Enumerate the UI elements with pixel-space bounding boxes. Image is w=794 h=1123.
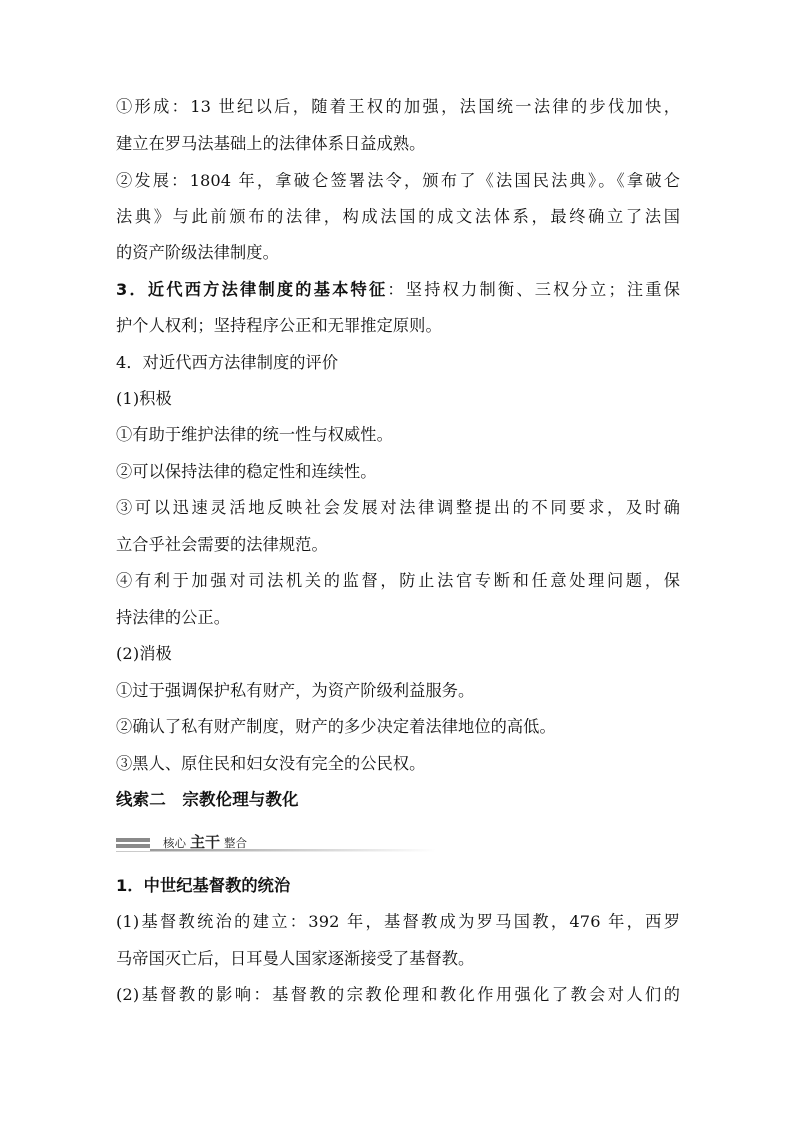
list-item: ④有利于加强对司法机关的监督，防止法官专断和任意处理问题，保 [116,571,680,590]
banner-right-text: 整合 [224,836,248,850]
list-item: ②可以保持法律的稳定性和连续性。 [116,462,377,481]
list-item: ③可以迅速灵活地反映社会发展对法律调整提出的不同要求，及时确 [116,498,680,517]
topic-heading: 1．中世纪基督教的统治 [116,876,291,895]
paragraph-line: 法典》与此前颁布的法律，构成法国的成文法体系，最终确立了法国 [116,207,680,226]
subheading-negative: (2)消极 [116,644,172,663]
feature-text: ：坚持权力制衡、三权分立；注重保 [387,280,680,299]
feature-heading-line [116,279,680,301]
evaluation-heading: 4．对近代西方法律制度的评价 [116,353,339,372]
banner-label [163,833,247,852]
paragraph-line: (1)基督教统治的建立：392 年，基督教成为罗马国教，476 年，西罗 [116,912,680,931]
list-item: ①过于强调保护私有财产，为资产阶级利益服务。 [116,681,475,700]
banner-bar [116,838,150,842]
section-title: 线索二 宗教伦理与教化 [116,790,299,809]
paragraph-line: 的资产阶级法律制度。 [116,243,279,262]
paragraph-line: 持法律的公正。 [116,608,231,627]
paragraph-line: 建立在罗马法基础上的法律体系日益成熟。 [116,134,426,153]
paragraph-line: 立合乎社会需要的法律规范。 [116,535,328,554]
core-integration-banner [116,833,436,853]
paragraph-line: 护个人权利；坚持程序公正和无罪推定原则。 [116,316,442,335]
list-item: ①有助于维护法律的统一性与权威性。 [116,425,393,444]
paragraph-line: (2)基督教的影响：基督教的宗教伦理和教化作用强化了教会对人们的 [116,985,680,1004]
paragraph-line: ②发展：1804 年，拿破仑签署法令，颁布了《法国民法典》。《拿破仑 [116,171,680,190]
subheading-positive: (1)积极 [116,389,172,408]
banner-main-text: 主干 [190,833,221,851]
paragraph-line: ①形成：13 世纪以后，随着王权的加强，法国统一法律的步伐加快， [116,97,680,116]
banner-left-text: 核心 [163,836,186,850]
feature-heading: 3．近代西方法律制度的基本特征 [116,280,388,299]
banner-bar [116,844,150,848]
list-item: ②确认了私有财产制度，财产的多少决定着法律地位的高低。 [116,717,556,736]
list-item: ③黑人、原住民和妇女没有完全的公民权。 [116,754,426,773]
paragraph-line: 马帝国灭亡后，日耳曼人国家逐渐接受了基督教。 [116,949,475,968]
